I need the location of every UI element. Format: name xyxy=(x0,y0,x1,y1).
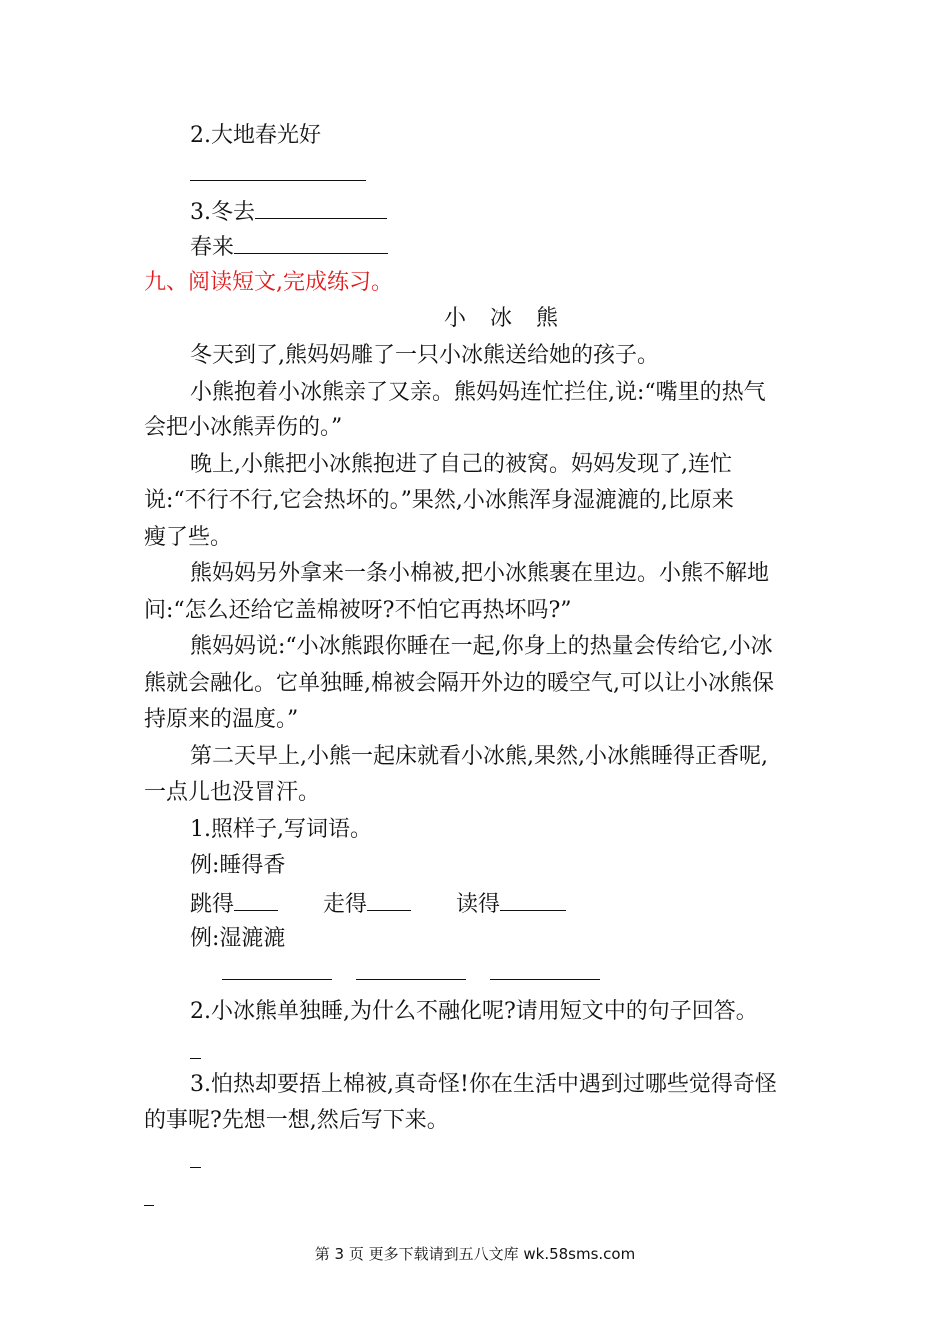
section-heading: 九、阅读短文,完成练习。 xyxy=(144,270,393,295)
answer-blank xyxy=(500,888,566,911)
exercise-2-text: 2.小冰熊单独睡,为什么不融化呢?请用短文中的句子回答。 xyxy=(190,999,758,1024)
question-3-line-1 xyxy=(190,196,387,228)
story-title xyxy=(432,304,570,334)
answer-blank xyxy=(367,888,411,911)
story-line: 熊妈妈说:“小冰熊跟你睡在一起,你身上的热量会传给它,小冰 xyxy=(190,634,773,659)
story-line: 会把小冰熊弄伤的。” xyxy=(144,415,343,440)
story-line: 熊就会融化。它单独睡,棉被会隔开外边的暖空气,可以让小冰熊保 xyxy=(144,671,774,696)
exercise-3-line-1: 3.怕热却要捂上棉被,真奇怪!你在生活中遇到过哪些觉得奇怪 xyxy=(190,1072,777,1097)
question-3-label-winter: 3.冬去 xyxy=(190,200,255,225)
exercise-1-label: 1.照样子,写词语。 xyxy=(190,817,372,842)
story-line: 问:“怎么还给它盖棉被呀?不怕它再热坏吗?” xyxy=(144,598,572,623)
question-2-label: 2.大地春光好 xyxy=(190,123,321,148)
story-line: 持原来的温度。” xyxy=(144,707,299,732)
title-char: 小 xyxy=(444,306,467,331)
title-char: 冰 xyxy=(490,306,513,331)
word-label: 走得 xyxy=(323,892,368,917)
word-fill-a xyxy=(190,888,278,920)
word-fill-c xyxy=(456,888,566,920)
story-line: 熊妈妈另外拿来一条小棉被,把小冰熊裹在里边。小熊不解地 xyxy=(190,561,769,586)
answer-line xyxy=(190,1167,201,1168)
answer-line xyxy=(190,1058,201,1059)
answer-blank xyxy=(255,196,387,219)
story-line: 第二天早上,小熊一起床就看小冰熊,果然,小冰熊睡得正香呢, xyxy=(190,744,768,769)
answer-blank xyxy=(234,888,278,911)
story-line: 说:“不行不行,它会热坏的。”果然,小冰熊浑身湿漉漉的,比原来 xyxy=(144,488,734,513)
title-char: 熊 xyxy=(536,306,559,331)
example-1: 例:睡得香 xyxy=(190,853,286,878)
story-line: 小熊抱着小冰熊亲了又亲。熊妈妈连忙拦住,说:“嘴里的热气 xyxy=(190,380,766,405)
answer-line xyxy=(356,979,466,980)
word-label: 读得 xyxy=(456,892,501,917)
question-3-label-spring: 春来 xyxy=(190,235,235,260)
answer-line xyxy=(144,1205,154,1206)
answer-line xyxy=(490,979,600,980)
word-fill-b xyxy=(323,888,411,920)
exercise-3-line-2: 的事呢?先想一想,然后写下来。 xyxy=(144,1108,449,1133)
answer-blank xyxy=(234,231,388,254)
story-line: 瘦了些。 xyxy=(144,525,233,550)
story-line: 冬天到了,熊妈妈雕了一只小冰熊送给她的孩子。 xyxy=(190,343,659,368)
story-line: 一点儿也没冒汗。 xyxy=(144,780,321,805)
page-footer: 第 3 页 更多下载请到五八文库 wk.58sms.com xyxy=(314,1245,636,1263)
answer-line xyxy=(222,979,332,980)
word-label: 跳得 xyxy=(190,892,235,917)
example-2: 例:湿漉漉 xyxy=(190,926,286,951)
question-3-line-2 xyxy=(190,231,388,263)
answer-line xyxy=(190,180,366,181)
story-line: 晚上,小熊把小冰熊抱进了自己的被窝。妈妈发现了,连忙 xyxy=(190,452,732,477)
